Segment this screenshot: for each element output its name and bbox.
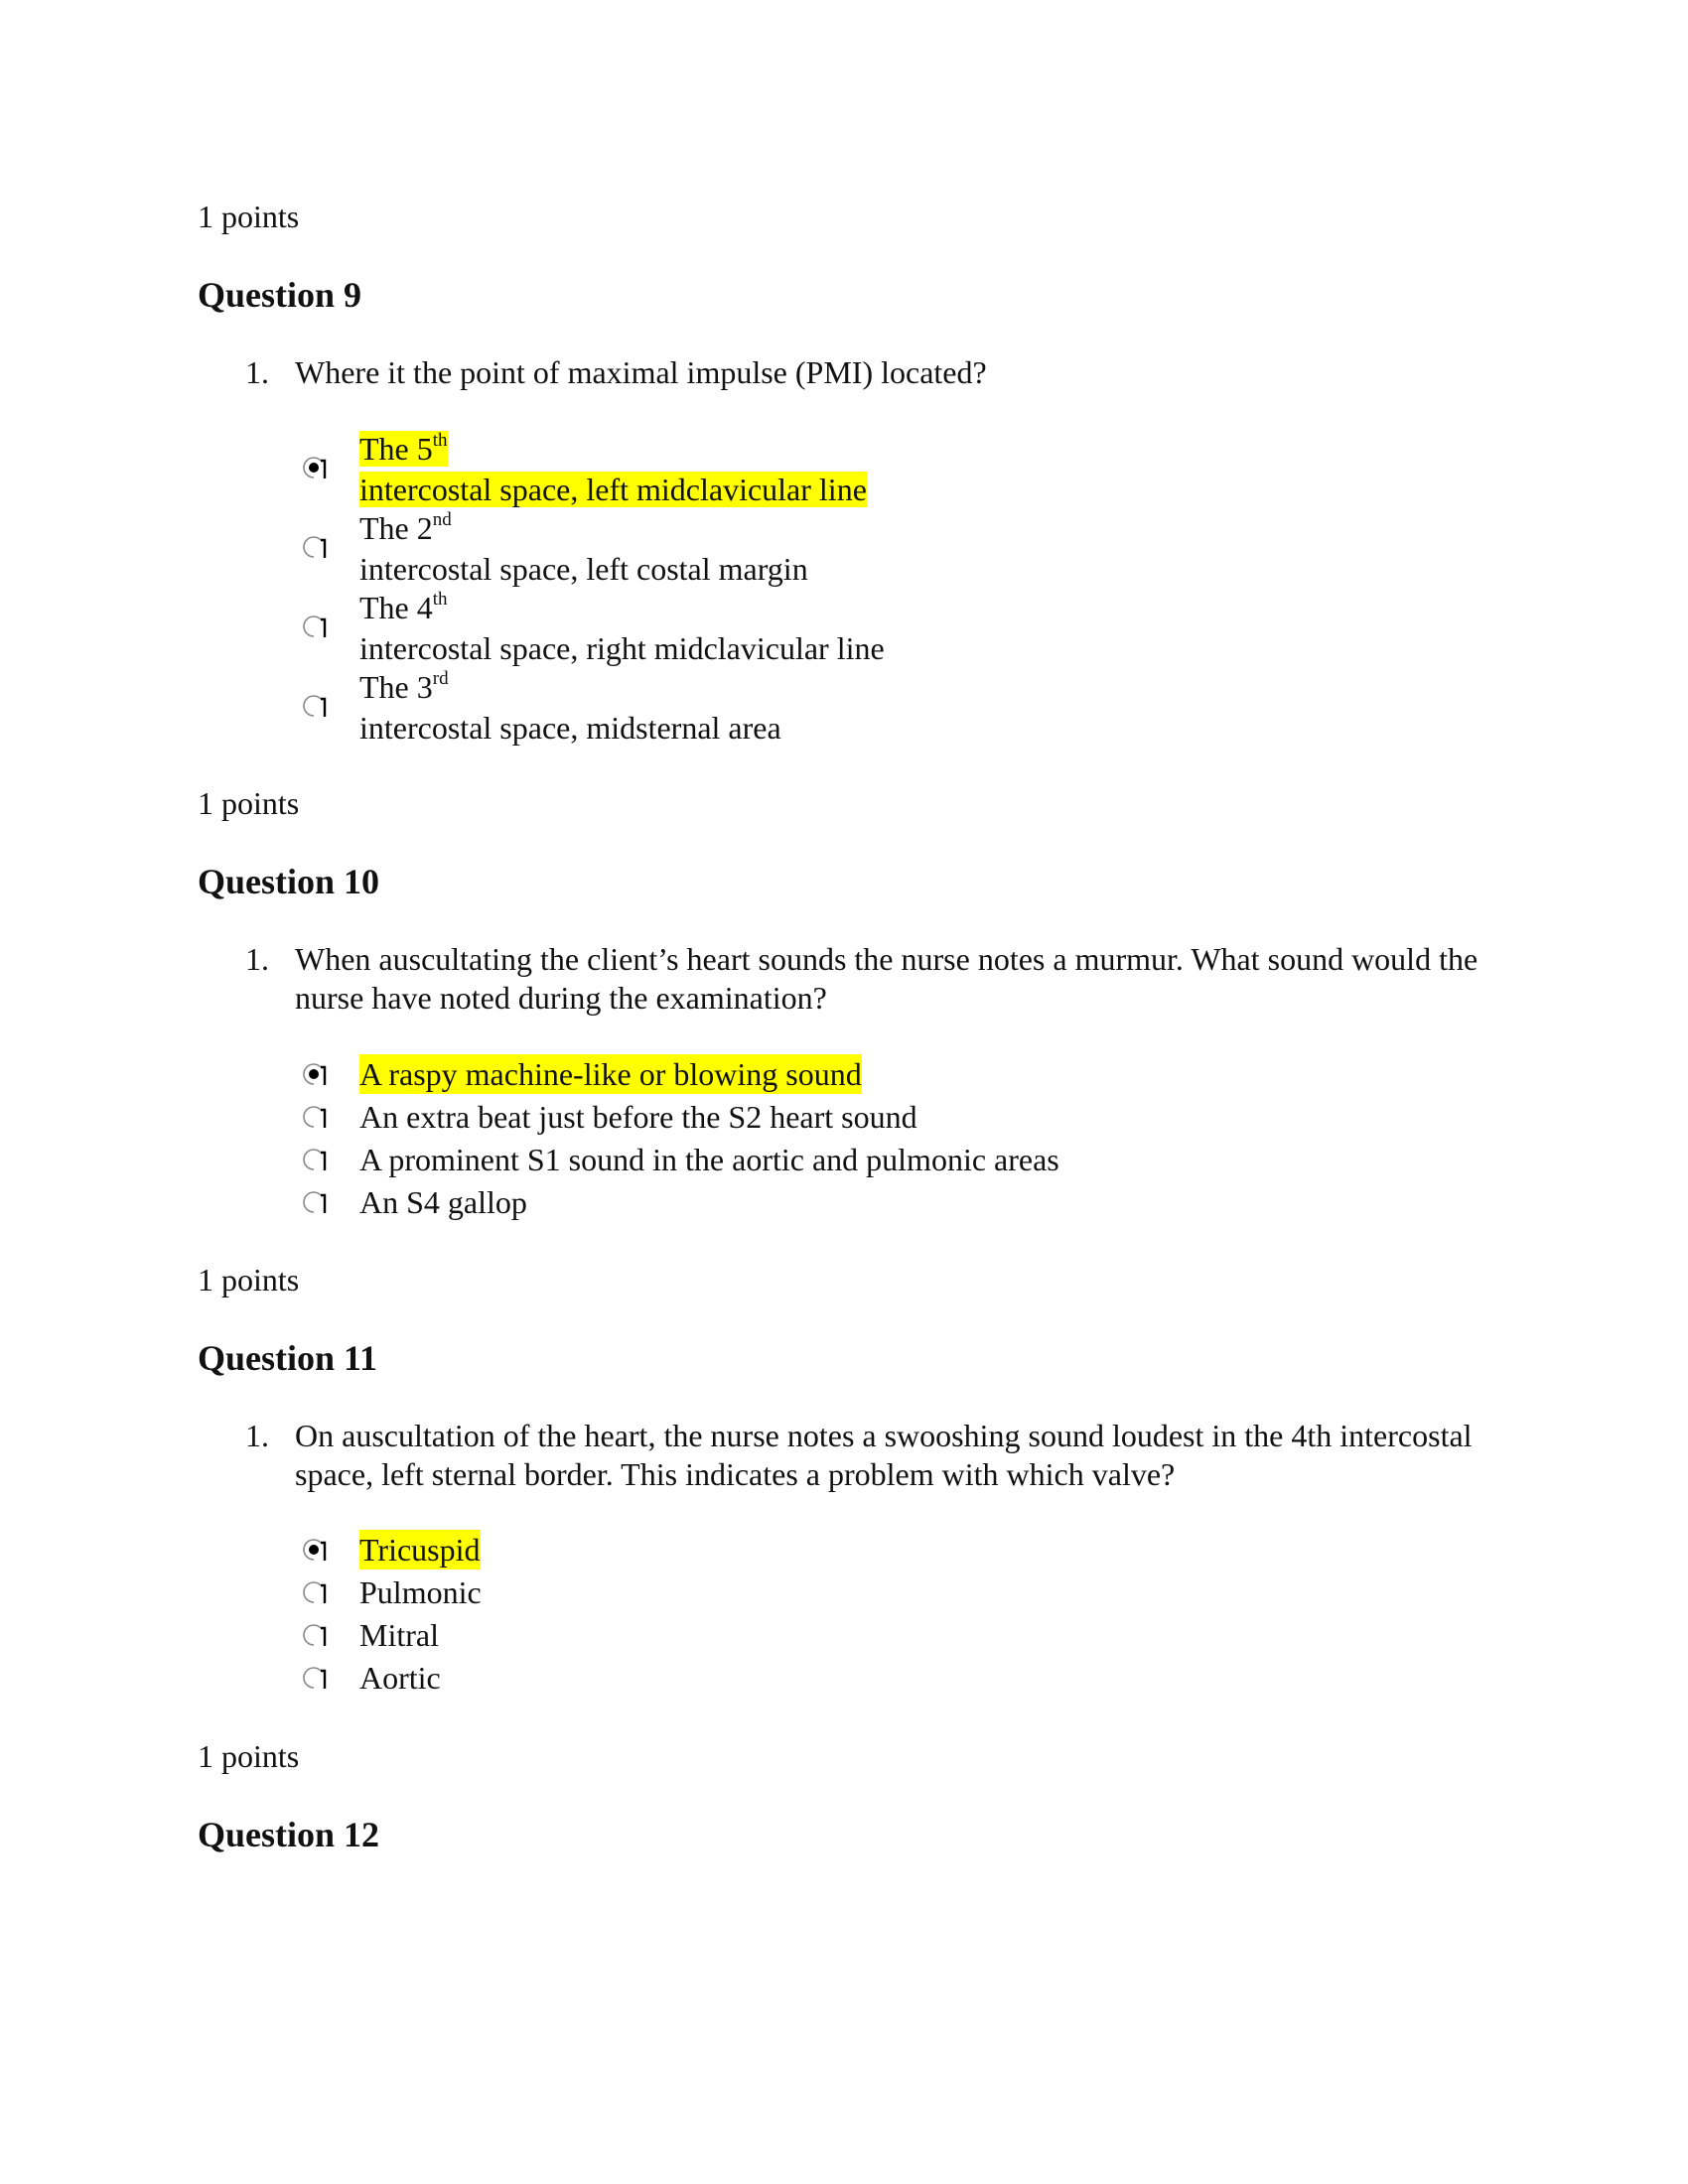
option-ordinal-suffix: th: [432, 430, 448, 451]
radio-unselected-icon[interactable]: [302, 1147, 328, 1172]
option-text: Mitral: [359, 1617, 439, 1653]
option-detail: intercostal space, midsternal area: [359, 710, 781, 746]
radio-unselected-icon[interactable]: [302, 1579, 328, 1605]
option-detail: intercostal space, left midclavicular line: [359, 472, 867, 507]
prompt-number: 1.: [245, 1418, 269, 1453]
option-text: [359, 429, 867, 510]
question-title: Question 11: [198, 1338, 378, 1378]
option-ordinal: The 3: [359, 669, 433, 705]
option-text: An S4 gallop: [359, 1184, 527, 1220]
option-text: A raspy machine-like or blowing sound: [359, 1056, 862, 1092]
option-text: Aortic: [359, 1660, 441, 1696]
prompt-number: 1.: [245, 354, 269, 390]
question-points: 1 points: [198, 1262, 300, 1297]
prompt-text: Where it the point of maximal impulse (PMI) located?: [295, 354, 987, 390]
radio-unselected-icon[interactable]: [302, 693, 328, 719]
option-text: Pulmonic: [359, 1574, 482, 1610]
option-detail: intercostal space, right midclavicular line: [359, 630, 885, 666]
option-text: [359, 508, 808, 590]
prompt-number: 1.: [245, 941, 269, 977]
option-text: Tricuspid: [359, 1532, 481, 1568]
question-title: Question 12: [198, 1815, 380, 1854]
option-ordinal-suffix: nd: [432, 509, 452, 530]
option-ordinal-suffix: rd: [432, 668, 449, 689]
option-ordinal: The 5: [359, 431, 433, 467]
option-text: An extra beat just before the S2 heart sound: [359, 1099, 917, 1135]
question-points: 1 points: [198, 1738, 300, 1774]
prompt-text: When auscultating the client’s heart sounds the nurse notes a murmur. What sound would the nurse have noted during the examination?: [295, 941, 1478, 1016]
radio-selected-icon[interactable]: [302, 1537, 328, 1563]
radio-unselected-icon[interactable]: [302, 614, 328, 639]
option-detail: intercostal space, left costal margin: [359, 551, 808, 587]
radio-unselected-icon[interactable]: [302, 1665, 328, 1691]
question-title: Question 10: [198, 862, 380, 901]
radio-unselected-icon[interactable]: [302, 1189, 328, 1215]
radio-unselected-icon[interactable]: [302, 1622, 328, 1648]
option-ordinal: The 4: [359, 590, 433, 625]
radio-selected-icon[interactable]: [302, 1061, 328, 1087]
option-ordinal-suffix: th: [432, 589, 448, 610]
prompt-text: On auscultation of the heart, the nurse notes a swooshing sound loudest in the 4th intercostal space, left sternal border. This indicates a problem with which valve?: [295, 1418, 1473, 1492]
option-text: [359, 667, 781, 749]
radio-selected-icon[interactable]: [302, 455, 328, 480]
option-text: [359, 588, 885, 669]
option-text: A prominent S1 sound in the aortic and pulmonic areas: [359, 1142, 1059, 1177]
radio-unselected-icon[interactable]: [302, 1104, 328, 1130]
option-ordinal: The 2: [359, 510, 433, 546]
question-title: Question 9: [198, 275, 362, 315]
question-points: 1 points: [198, 199, 300, 234]
question-points: 1 points: [198, 785, 300, 821]
radio-unselected-icon[interactable]: [302, 534, 328, 560]
